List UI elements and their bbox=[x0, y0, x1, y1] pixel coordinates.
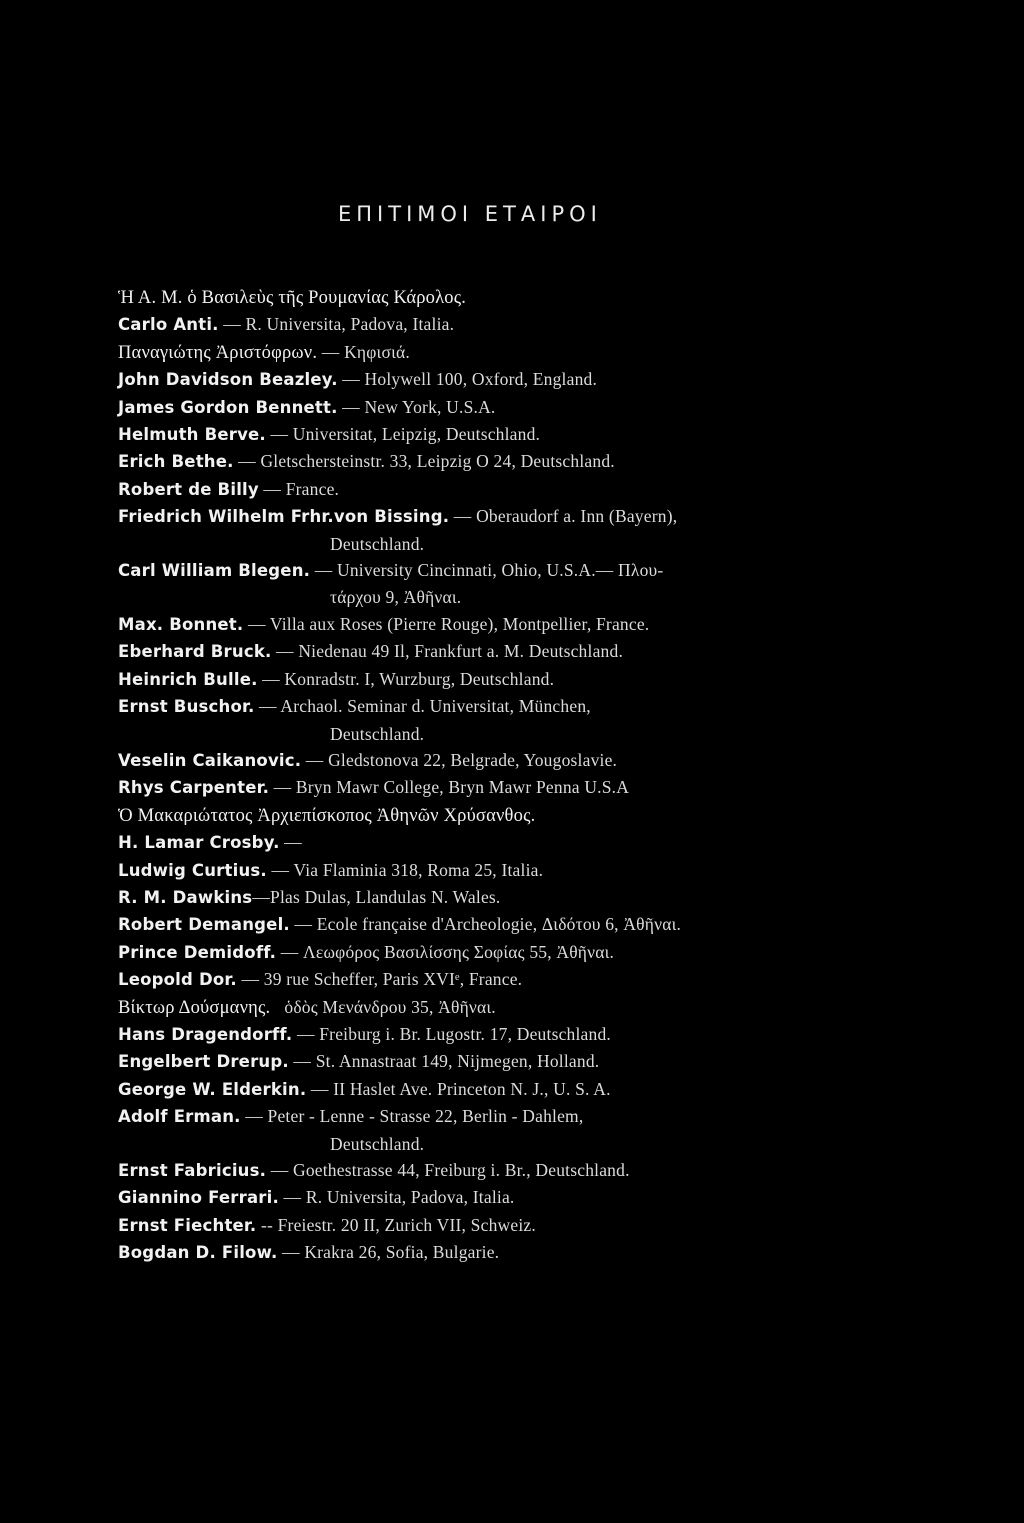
member-name: Ernst Fiechter. bbox=[118, 1215, 257, 1235]
list-item bbox=[118, 1076, 918, 1103]
member-name: Rhys Carpenter. bbox=[118, 778, 270, 798]
list-item bbox=[118, 339, 918, 366]
member-name: Bogdan D. Filow. bbox=[118, 1243, 278, 1263]
list-item bbox=[118, 448, 918, 475]
member-name: John Davidson Beazley. bbox=[118, 370, 338, 390]
list-item bbox=[118, 1157, 918, 1184]
member-name: Engelbert Drerup. bbox=[118, 1052, 289, 1072]
member-address: New York, U.S.A. bbox=[364, 396, 496, 417]
list-item bbox=[118, 311, 918, 338]
list-item bbox=[118, 911, 918, 938]
list-item bbox=[118, 284, 918, 311]
list-item bbox=[118, 802, 918, 829]
separator: — bbox=[254, 696, 281, 717]
member-address: University Cincinnati, Ohio, U.S.A.— Πλου- bbox=[336, 560, 664, 581]
member-name: Hans Dragendorff. bbox=[118, 1024, 293, 1044]
list-item bbox=[118, 774, 918, 801]
member-name: Max. Bonnet. bbox=[118, 614, 244, 634]
member-address: Λεωφόρος Βασιλίσσης Σοφίας 55, Ἀθῆναι. bbox=[303, 941, 615, 962]
separator: — bbox=[292, 1023, 320, 1044]
separator: — bbox=[269, 777, 296, 798]
member-address: Konradstr. I, Wurzburg, Deutschland. bbox=[284, 668, 555, 689]
member-name: H. Lamar Crosby. bbox=[118, 833, 280, 853]
separator: — bbox=[266, 1160, 293, 1180]
member-name: Helmuth Berve. bbox=[118, 425, 266, 445]
member-name: Ὁ Μακαριώτατος Ἀρχιεπίσκοπος Ἀθηνῶν Χρύσανθος. bbox=[118, 805, 536, 826]
separator: — bbox=[266, 859, 294, 880]
member-name: Adolf Erman. bbox=[118, 1107, 241, 1127]
list-item bbox=[118, 994, 918, 1021]
separator: — bbox=[279, 832, 302, 853]
list-item bbox=[118, 638, 918, 665]
list-item bbox=[118, 857, 918, 884]
separator: — bbox=[265, 424, 293, 445]
separator: — bbox=[218, 314, 246, 335]
member-name: James Gordon Bennett. bbox=[118, 397, 338, 417]
list-item bbox=[118, 476, 918, 503]
member-address-continued: Deutschland. bbox=[330, 1133, 425, 1154]
member-address: II Haslet Ave. Princeton N. J., U. S. A. bbox=[333, 1078, 611, 1099]
list-item bbox=[118, 666, 918, 693]
member-name: Ernst Fabricius. bbox=[118, 1161, 267, 1180]
list-item bbox=[118, 829, 918, 856]
member-name: Friedrich Wilhelm Frhr.von Bissing. bbox=[118, 507, 450, 527]
member-name: Leopold Dor. bbox=[118, 970, 237, 990]
separator: — bbox=[271, 641, 299, 662]
list-item bbox=[118, 421, 918, 448]
member-address: Freiestr. 20 II, Zurich VII, Schweiz. bbox=[277, 1214, 536, 1235]
member-address: Archaol. Seminar d. Universitat, München, bbox=[280, 696, 591, 717]
separator: — bbox=[278, 1187, 306, 1208]
member-name: Giannino Ferrari. bbox=[118, 1188, 279, 1208]
separator: — bbox=[449, 506, 477, 527]
member-name: Veselin Caikanovic. bbox=[118, 750, 302, 770]
list-item bbox=[118, 611, 918, 638]
member-address: Goethestrasse 44, Freiburg i. Br., Deutschland. bbox=[292, 1160, 630, 1180]
separator: — bbox=[277, 1242, 305, 1263]
member-name: Ἡ Α. Μ. ὁ Βασιλεὺς τῆς Ρουμανίας Κάρολος. bbox=[118, 288, 467, 308]
member-address: ὁδὸς Μενάνδρου 35, Ἀθῆναι. bbox=[284, 996, 496, 1017]
member-address-continued: Deutschland. bbox=[330, 533, 425, 554]
list-item bbox=[118, 1048, 918, 1075]
member-address: Villa aux Roses (Pierre Rouge), Montpellier, France. bbox=[269, 613, 650, 634]
separator: — bbox=[337, 396, 365, 417]
member-name: Carlo Anti. bbox=[118, 315, 219, 335]
member-name: Carl William Blegen. bbox=[118, 561, 311, 581]
member-address: Plas Dulas, Llandulas N. Wales. bbox=[270, 886, 501, 907]
member-name: Βίκτωρ Δούσμανης. bbox=[118, 997, 271, 1018]
member-name: Erich Bethe. bbox=[118, 452, 234, 472]
member-address: Universitat, Leipzig, Deutschland. bbox=[292, 424, 541, 445]
member-address: R. Universita, Padova, Italia. bbox=[305, 1187, 515, 1208]
member-address: 39 rue Scheffer, Paris XVIᵉ, France. bbox=[263, 969, 523, 990]
member-name: Ludwig Curtius. bbox=[118, 860, 267, 880]
member-address: Gletschersteinstr. 33, Leipzig O 24, Deutschland. bbox=[260, 451, 615, 472]
list-item bbox=[118, 747, 918, 774]
member-name: Robert Demangel. bbox=[118, 915, 290, 935]
list-item bbox=[118, 366, 918, 393]
member-address: Peter - Lenne - Strasse 22, Berlin - Dahlem, bbox=[267, 1106, 584, 1127]
list-item bbox=[118, 1239, 918, 1266]
member-name: R. M. Dawkins bbox=[118, 887, 253, 907]
page-heading: ΕΠΙΤΙΜΟΙ ΕΤΑΙΡΟΙ bbox=[338, 202, 602, 226]
member-address: St. Annastraat 149, Nijmegen, Holland. bbox=[315, 1051, 600, 1072]
member-name: Παναγιώτης Ἀριστόφρων. bbox=[118, 342, 318, 363]
separator: — bbox=[257, 668, 285, 689]
list-item bbox=[118, 1184, 918, 1211]
separator: — bbox=[236, 969, 264, 990]
member-address: Krakra 26, Sofia, Bulgarie. bbox=[304, 1242, 500, 1263]
list-item bbox=[118, 1021, 918, 1048]
list-item bbox=[118, 693, 918, 747]
separator: — bbox=[258, 478, 286, 499]
list-item bbox=[118, 966, 918, 993]
list-item bbox=[118, 939, 918, 966]
list-item bbox=[118, 884, 918, 911]
separator: — bbox=[252, 886, 271, 907]
separator: — bbox=[306, 1078, 334, 1099]
separator: — bbox=[289, 914, 317, 935]
member-name: George W. Elderkin. bbox=[118, 1079, 307, 1099]
separator: — bbox=[288, 1051, 316, 1072]
separator: — bbox=[317, 341, 345, 362]
member-name: Heinrich Bulle. bbox=[118, 669, 258, 689]
member-address: Niedenau 49 Il, Frankfurt a. M. Deutschland. bbox=[298, 641, 624, 662]
separator: — bbox=[233, 451, 261, 472]
member-address: Ecole française d'Archeologie, Διδότου 6, Ἀθῆναι. bbox=[316, 914, 682, 935]
member-address: Κηφισιά. bbox=[344, 341, 410, 362]
list-item bbox=[118, 503, 918, 557]
member-address: Gledstonova 22, Belgrade, Yougoslavie. bbox=[328, 749, 618, 770]
member-name: Ernst Buschor. bbox=[118, 697, 255, 717]
list-item bbox=[118, 394, 918, 421]
member-name: Robert de Billy bbox=[118, 479, 259, 499]
members-list bbox=[118, 284, 918, 1267]
member-address: Bryn Mawr College, Bryn Mawr Penna U.S.A bbox=[295, 777, 630, 798]
list-item bbox=[118, 1212, 918, 1239]
member-address-continued: τάρχου 9, Ἀθῆναι. bbox=[330, 587, 462, 608]
member-address: France. bbox=[285, 478, 340, 499]
separator: — bbox=[240, 1106, 268, 1127]
member-name: Prince Demidoff. bbox=[118, 942, 277, 962]
member-address: Freiburg i. Br. Lugostr. 17, Deutschland. bbox=[319, 1023, 611, 1044]
separator: -- bbox=[256, 1214, 278, 1235]
member-address: Oberaudorf a. Inn (Bayern), bbox=[476, 506, 678, 527]
member-address-continued: Deutschland. bbox=[330, 723, 425, 744]
member-address: R. Universita, Padova, Italia. bbox=[245, 314, 455, 335]
member-address: Via Flaminia 318, Roma 25, Italia. bbox=[293, 859, 544, 880]
separator: — bbox=[310, 560, 337, 581]
separator: — bbox=[337, 369, 365, 390]
list-item bbox=[118, 1103, 918, 1157]
separator: — bbox=[243, 613, 270, 634]
separator: — bbox=[301, 749, 329, 770]
member-address: Holywell 100, Oxford, England. bbox=[364, 369, 598, 390]
member-name: Eberhard Bruck. bbox=[118, 642, 272, 662]
separator: — bbox=[276, 941, 304, 962]
list-item bbox=[118, 557, 918, 611]
